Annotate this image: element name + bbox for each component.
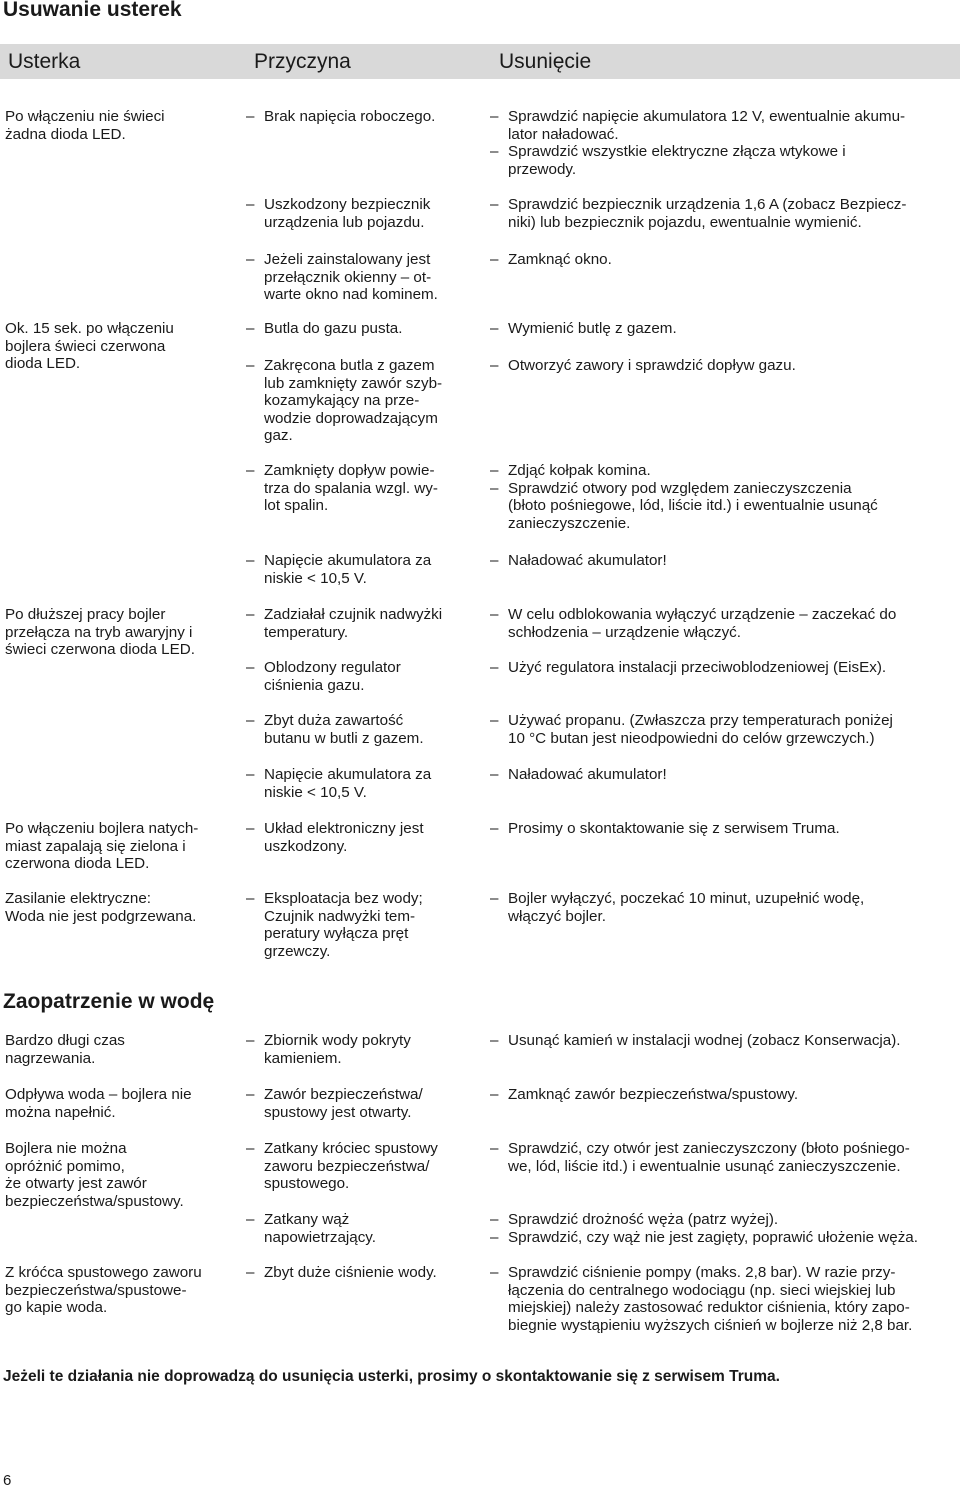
fix-cell	[490, 196, 960, 231]
dash-bullet: –	[246, 890, 255, 907]
fix-cell-text: W celu odblokowania wyłączyć urządzenie – zaczekać do	[508, 606, 897, 623]
fix-cell-text: Sprawdzić, czy otwór jest zanieczyszczony (błoto pośniego-	[508, 1140, 910, 1157]
fix-cell-text: Zamknąć zawór bezpieczeństwa/spustowy.	[508, 1086, 799, 1103]
cause-cell-text: Zamknięty dopływ powie-	[264, 462, 435, 479]
list-item	[490, 606, 960, 641]
list-item	[490, 320, 960, 338]
cause-cell	[246, 1086, 476, 1121]
list-item	[490, 1140, 960, 1175]
list-item	[246, 196, 476, 231]
fault-cell-line: miast zapalają się zielona i	[5, 837, 186, 855]
dash-bullet: –	[246, 108, 255, 125]
dash-bullet: –	[490, 251, 499, 268]
list-item	[490, 1229, 960, 1247]
fault-cell-line: bezpieczeństwa/spustowe-	[5, 1281, 187, 1299]
dash-bullet: –	[246, 820, 255, 837]
cause-cell-text: spustowego.	[264, 1175, 350, 1193]
fix-cell	[490, 820, 960, 838]
fault-cell-line: Bardzo długi czas	[5, 1032, 125, 1049]
dash-bullet: –	[246, 1264, 255, 1281]
list-item	[490, 251, 960, 269]
fix-cell-text: przewody.	[508, 160, 577, 178]
dash-bullet: –	[246, 766, 255, 783]
cause-cell	[246, 890, 476, 960]
cause-cell	[246, 196, 476, 231]
fix-cell-text: Sprawdzić drożność węża (patrz wyżej).	[508, 1211, 779, 1228]
dash-bullet: –	[246, 712, 255, 729]
fault-cell-line: można napełnić.	[5, 1103, 116, 1121]
cause-cell-text: Butla do gazu pusta.	[264, 320, 403, 337]
cause-cell-text: lub zamknięty zawór szyb-	[264, 374, 443, 392]
fault-cell-line: Po włączeniu nie świeci	[5, 108, 165, 125]
list-item	[490, 480, 960, 533]
dash-bullet: –	[490, 196, 499, 213]
fault-cell	[5, 1264, 235, 1317]
cause-cell-text: urządzenia lub pojazdu.	[264, 213, 425, 231]
fault-cell-line: żadna dioda LED.	[5, 125, 126, 143]
dash-bullet: –	[490, 479, 499, 497]
list-item	[246, 1140, 476, 1193]
cause-cell	[246, 462, 476, 515]
cause-cell	[246, 1211, 476, 1246]
dash-bullet: –	[246, 357, 255, 374]
fix-cell	[490, 1086, 960, 1104]
list-item	[246, 712, 476, 747]
cause-cell-text: trza do spalania wzgl. wy-	[264, 479, 438, 497]
fix-cell-text: Naładować akumulator!	[508, 766, 667, 783]
fix-cell	[490, 1264, 960, 1334]
dash-bullet: –	[490, 1086, 499, 1103]
fix-cell-text: Wymienić butlę z gazem.	[508, 320, 677, 337]
header-fault: Usterka	[8, 50, 81, 73]
footer-note: Jeżeli te działania nie doprowadzą do usunięcia usterki, prosimy o skontaktowanie się z serwisem Truma.	[3, 1368, 780, 1385]
list-item	[246, 1211, 476, 1246]
cause-cell-text: Zbyt duże ciśnienie wody.	[264, 1264, 437, 1281]
cause-cell-text: spustowy jest otwarty.	[264, 1103, 412, 1121]
fix-cell	[490, 659, 960, 677]
fix-cell-text: Zamknąć okno.	[508, 251, 612, 268]
cause-cell-text: Zadziałał czujnik nadwyżki	[264, 606, 443, 623]
cause-cell-text: grzewczy.	[264, 942, 331, 960]
cause-cell-text: uszkodzony.	[264, 837, 348, 855]
cause-cell-text: Układ elektroniczny jest	[264, 820, 424, 837]
dash-bullet: –	[246, 1032, 255, 1049]
list-item	[246, 552, 476, 587]
dash-bullet: –	[490, 108, 499, 125]
list-item	[490, 196, 960, 231]
fault-cell-line: dioda LED.	[5, 355, 81, 373]
fix-cell-text: Sprawdzić napięcie akumulatora 12 V, ewentualnie akumu-	[508, 108, 906, 125]
fix-cell-text: we, lód, liście itd.) i ewentualnie usunąć zanieczyszczenie.	[508, 1157, 901, 1175]
dash-bullet: –	[490, 606, 499, 623]
cause-cell	[246, 320, 476, 338]
fault-cell	[5, 1140, 235, 1210]
dash-bullet: –	[490, 1211, 499, 1228]
cause-cell	[246, 712, 476, 747]
cause-cell-text: temperatury.	[264, 623, 349, 641]
fix-cell-text: Sprawdzić otwory pod względem zanieczyszczenia	[508, 479, 852, 497]
fix-cell	[490, 766, 960, 784]
cause-cell-text: butanu w butli z gazem.	[264, 729, 424, 747]
fix-cell-text: Naładować akumulator!	[508, 552, 667, 569]
fix-cell-text: Usunąć kamień w instalacji wodnej (zobacz Konserwacja).	[508, 1032, 901, 1049]
fault-cell-line: opróżnić pomimo,	[5, 1157, 125, 1175]
fault-cell-line: go kapie woda.	[5, 1299, 108, 1317]
list-item	[246, 357, 476, 445]
cause-cell	[246, 820, 476, 855]
fix-cell-text: Sprawdzić wszystkie elektryczne złącza wtykowe i	[508, 143, 846, 161]
cause-cell	[246, 766, 476, 801]
fix-cell-text: łączenia do centralnego wodociągu (np. sieci wiejskiej lub	[508, 1281, 896, 1299]
dash-bullet: –	[246, 659, 255, 676]
fault-cell	[5, 108, 235, 143]
cause-cell-text: Jeżeli zainstalowany jest	[264, 251, 431, 268]
fault-cell	[5, 820, 235, 873]
cause-cell-text: Zbyt duża zawartość	[264, 712, 404, 729]
dash-bullet: –	[246, 552, 255, 569]
dash-bullet: –	[246, 1211, 255, 1228]
list-item	[490, 659, 960, 677]
cause-cell-text: zaworu bezpieczeństwa/	[264, 1157, 430, 1175]
fix-cell-text: lator naładować.	[508, 125, 619, 143]
fault-cell	[5, 1086, 235, 1121]
fix-cell	[490, 462, 960, 532]
fault-cell	[5, 1032, 235, 1067]
fix-cell-text: niki) lub bezpiecznik pojazdu, ewentualnie wymienić.	[508, 213, 862, 231]
list-item	[246, 1264, 476, 1282]
dash-bullet: –	[490, 1264, 499, 1281]
fix-cell-text: biegnie wystąpieniu wyższych ciśnień w bojlerze niż 2,8 bar.	[508, 1316, 913, 1334]
dash-bullet: –	[246, 462, 255, 479]
cause-cell-text: Brak napięcia roboczego.	[264, 108, 436, 125]
fix-cell-text: włączyć bojler.	[508, 907, 606, 925]
fault-cell	[5, 606, 235, 659]
fault-cell-line: Po dłuższej pracy bojler	[5, 606, 166, 623]
page-number: 6	[3, 1472, 12, 1489]
list-item	[490, 108, 960, 143]
list-item	[246, 1032, 476, 1067]
cause-cell-text: Eksploatacja bez wody;	[264, 890, 423, 907]
fault-cell-line: bezpieczeństwa/spustowy.	[5, 1192, 184, 1210]
cause-cell	[246, 1264, 476, 1282]
cause-cell-text: Napięcie akumulatora za	[264, 766, 432, 783]
header-fix: Usunięcie	[499, 50, 592, 73]
dash-bullet: –	[490, 766, 499, 783]
page-title: Usuwanie usterek	[3, 0, 182, 21]
list-item	[490, 462, 960, 480]
fault-cell-line: Zasilanie elektryczne:	[5, 890, 152, 907]
cause-cell-text: peratury wyłącza pręt	[264, 925, 409, 943]
cause-cell-text: Zakręcona butla z gazem	[264, 357, 435, 374]
header-cause: Przyczyna	[254, 50, 351, 73]
list-item	[490, 890, 960, 925]
fix-cell	[490, 251, 960, 269]
fix-cell-text: Używać propanu. (Zwłaszcza przy temperaturach poniżej	[508, 712, 893, 729]
cause-cell-text: Zawór bezpieczeństwa/	[264, 1086, 423, 1103]
fault-cell-line: Z króćca spustowego zaworu	[5, 1264, 202, 1281]
fault-cell-line: Woda nie jest podgrzewana.	[5, 907, 197, 925]
cause-cell-text: lot spalin.	[264, 497, 329, 515]
cause-cell-text: kozamykający na prze-	[264, 392, 420, 410]
fix-cell	[490, 1032, 960, 1050]
fix-cell	[490, 606, 960, 641]
list-item	[490, 143, 960, 178]
list-item	[246, 1086, 476, 1121]
dash-bullet: –	[246, 196, 255, 213]
cause-cell	[246, 606, 476, 641]
cause-cell-text: ciśnienia gazu.	[264, 676, 365, 694]
cause-cell	[246, 108, 476, 126]
fix-cell	[490, 552, 960, 570]
cause-cell-text: Zatkany wąż	[264, 1211, 350, 1228]
fix-cell-text: (błoto pośniegowe, lód, liście itd.) i ewentualnie usunąć	[508, 497, 878, 515]
fault-cell	[5, 890, 235, 925]
cause-cell-text: warte okno nad kominem.	[264, 286, 438, 304]
fix-cell-text: Sprawdzić ciśnienie pompy (maks. 2,8 bar). W razie przy-	[508, 1264, 896, 1281]
dash-bullet: –	[246, 606, 255, 623]
fix-cell-text: miejskiej) należy zastosować reduktor ciśnienia, który zapo-	[508, 1299, 910, 1317]
fix-cell-text: zanieczyszczenie.	[508, 514, 631, 532]
dash-bullet: –	[490, 1140, 499, 1157]
dash-bullet: –	[490, 357, 499, 374]
list-item	[246, 251, 476, 304]
list-item	[246, 820, 476, 855]
list-item	[490, 1211, 960, 1229]
cause-cell-text: przełącznik okienny – ot-	[264, 268, 432, 286]
cause-cell-text: kamieniem.	[264, 1049, 342, 1067]
cause-cell-text: wodzie doprowadzającym	[264, 409, 438, 427]
cause-cell	[246, 659, 476, 694]
fix-cell	[490, 712, 960, 747]
fault-cell-line: że otwarty jest zawór	[5, 1175, 147, 1193]
list-item	[246, 320, 476, 338]
list-item	[246, 108, 476, 126]
list-item	[490, 712, 960, 747]
dash-bullet: –	[490, 712, 499, 729]
list-item	[490, 552, 960, 570]
cause-cell-text: Zatkany króciec spustowy	[264, 1140, 438, 1157]
fault-cell-line: przełącza na tryb awaryjny i	[5, 623, 193, 641]
table-header	[0, 44, 960, 79]
fault-cell-line: świeci czerwona dioda LED.	[5, 641, 195, 659]
fix-cell	[490, 320, 960, 338]
fix-cell-text: Zdjąć kołpak komina.	[508, 462, 651, 479]
fix-cell	[490, 108, 960, 178]
dash-bullet: –	[246, 1140, 255, 1157]
fault-cell-line: nagrzewania.	[5, 1049, 96, 1067]
cause-cell-text: Napięcie akumulatora za	[264, 552, 432, 569]
cause-cell	[246, 1140, 476, 1193]
dash-bullet: –	[490, 1032, 499, 1049]
fix-cell-text: Prosimy o skontaktowanie się z serwisem Truma.	[508, 820, 840, 837]
list-item	[490, 820, 960, 838]
fix-cell-text: schłodzenia – urządzenie włączyć.	[508, 623, 741, 641]
dash-bullet: –	[490, 320, 499, 337]
cause-cell	[246, 1032, 476, 1067]
cause-cell-text: niskie < 10,5 V.	[264, 783, 367, 801]
list-item	[246, 659, 476, 694]
list-item	[490, 357, 960, 375]
cause-cell-text: gaz.	[264, 427, 293, 445]
list-item	[246, 462, 476, 515]
dash-bullet: –	[490, 143, 499, 161]
cause-cell-text: Uszkodzony bezpiecznik	[264, 196, 431, 213]
dash-bullet: –	[490, 659, 499, 676]
cause-cell	[246, 251, 476, 304]
fix-cell-text: Sprawdzić bezpiecznik urządzenia 1,6 A (zobacz Bezpiecz-	[508, 196, 907, 213]
fault-cell	[5, 320, 235, 373]
fault-cell-line: Odpływa woda – bojlera nie	[5, 1086, 192, 1103]
dash-bullet: –	[490, 820, 499, 837]
list-item	[490, 1264, 960, 1334]
list-item	[246, 766, 476, 801]
dash-bullet: –	[246, 251, 255, 268]
fix-cell-text: 10 °C butan jest nieodpowiedni do celów grzewczych.)	[508, 729, 875, 747]
dash-bullet: –	[490, 890, 499, 907]
list-item	[246, 606, 476, 641]
dash-bullet: –	[246, 320, 255, 337]
cause-cell-text: Oblodzony regulator	[264, 659, 401, 676]
list-item	[490, 1032, 960, 1050]
cause-cell	[246, 552, 476, 587]
list-item	[246, 890, 476, 960]
cause-cell-text: Czujnik nadwyżki tem-	[264, 907, 416, 925]
fix-cell-text: Użyć regulatora instalacji przeciwoblodzeniowej (EisEx).	[508, 659, 887, 676]
dash-bullet: –	[490, 462, 499, 479]
cause-cell	[246, 357, 476, 445]
fix-cell	[490, 1211, 960, 1246]
list-item	[490, 1086, 960, 1104]
fault-cell-line: czerwona dioda LED.	[5, 855, 150, 873]
fix-cell	[490, 1140, 960, 1175]
list-item	[490, 766, 960, 784]
fault-cell-line: Bojlera nie można	[5, 1140, 127, 1157]
fix-cell	[490, 890, 960, 925]
fix-cell-text: Otworzyć zawory i sprawdzić dopływ gazu.	[508, 357, 796, 374]
fault-cell-line: bojlera świeci czerwona	[5, 337, 166, 355]
cause-cell-text: niskie < 10,5 V.	[264, 569, 367, 587]
dash-bullet: –	[490, 552, 499, 569]
fault-cell-line: Po włączeniu bojlera natych-	[5, 820, 199, 837]
fix-cell-text: Sprawdzić, czy wąż nie jest zagięty, poprawić ułożenie węża.	[508, 1228, 918, 1246]
fix-cell-text: Bojler wyłączyć, poczekać 10 minut, uzupełnić wodę,	[508, 890, 865, 907]
fix-cell	[490, 357, 960, 375]
fault-cell-line: Ok. 15 sek. po włączeniu	[5, 320, 174, 337]
section-title-water-supply: Zaopatrzenie w wodę	[3, 990, 215, 1013]
cause-cell-text: napowietrzający.	[264, 1228, 376, 1246]
cause-cell-text: Zbiornik wody pokryty	[264, 1032, 411, 1049]
dash-bullet: –	[246, 1086, 255, 1103]
dash-bullet: –	[490, 1228, 499, 1246]
